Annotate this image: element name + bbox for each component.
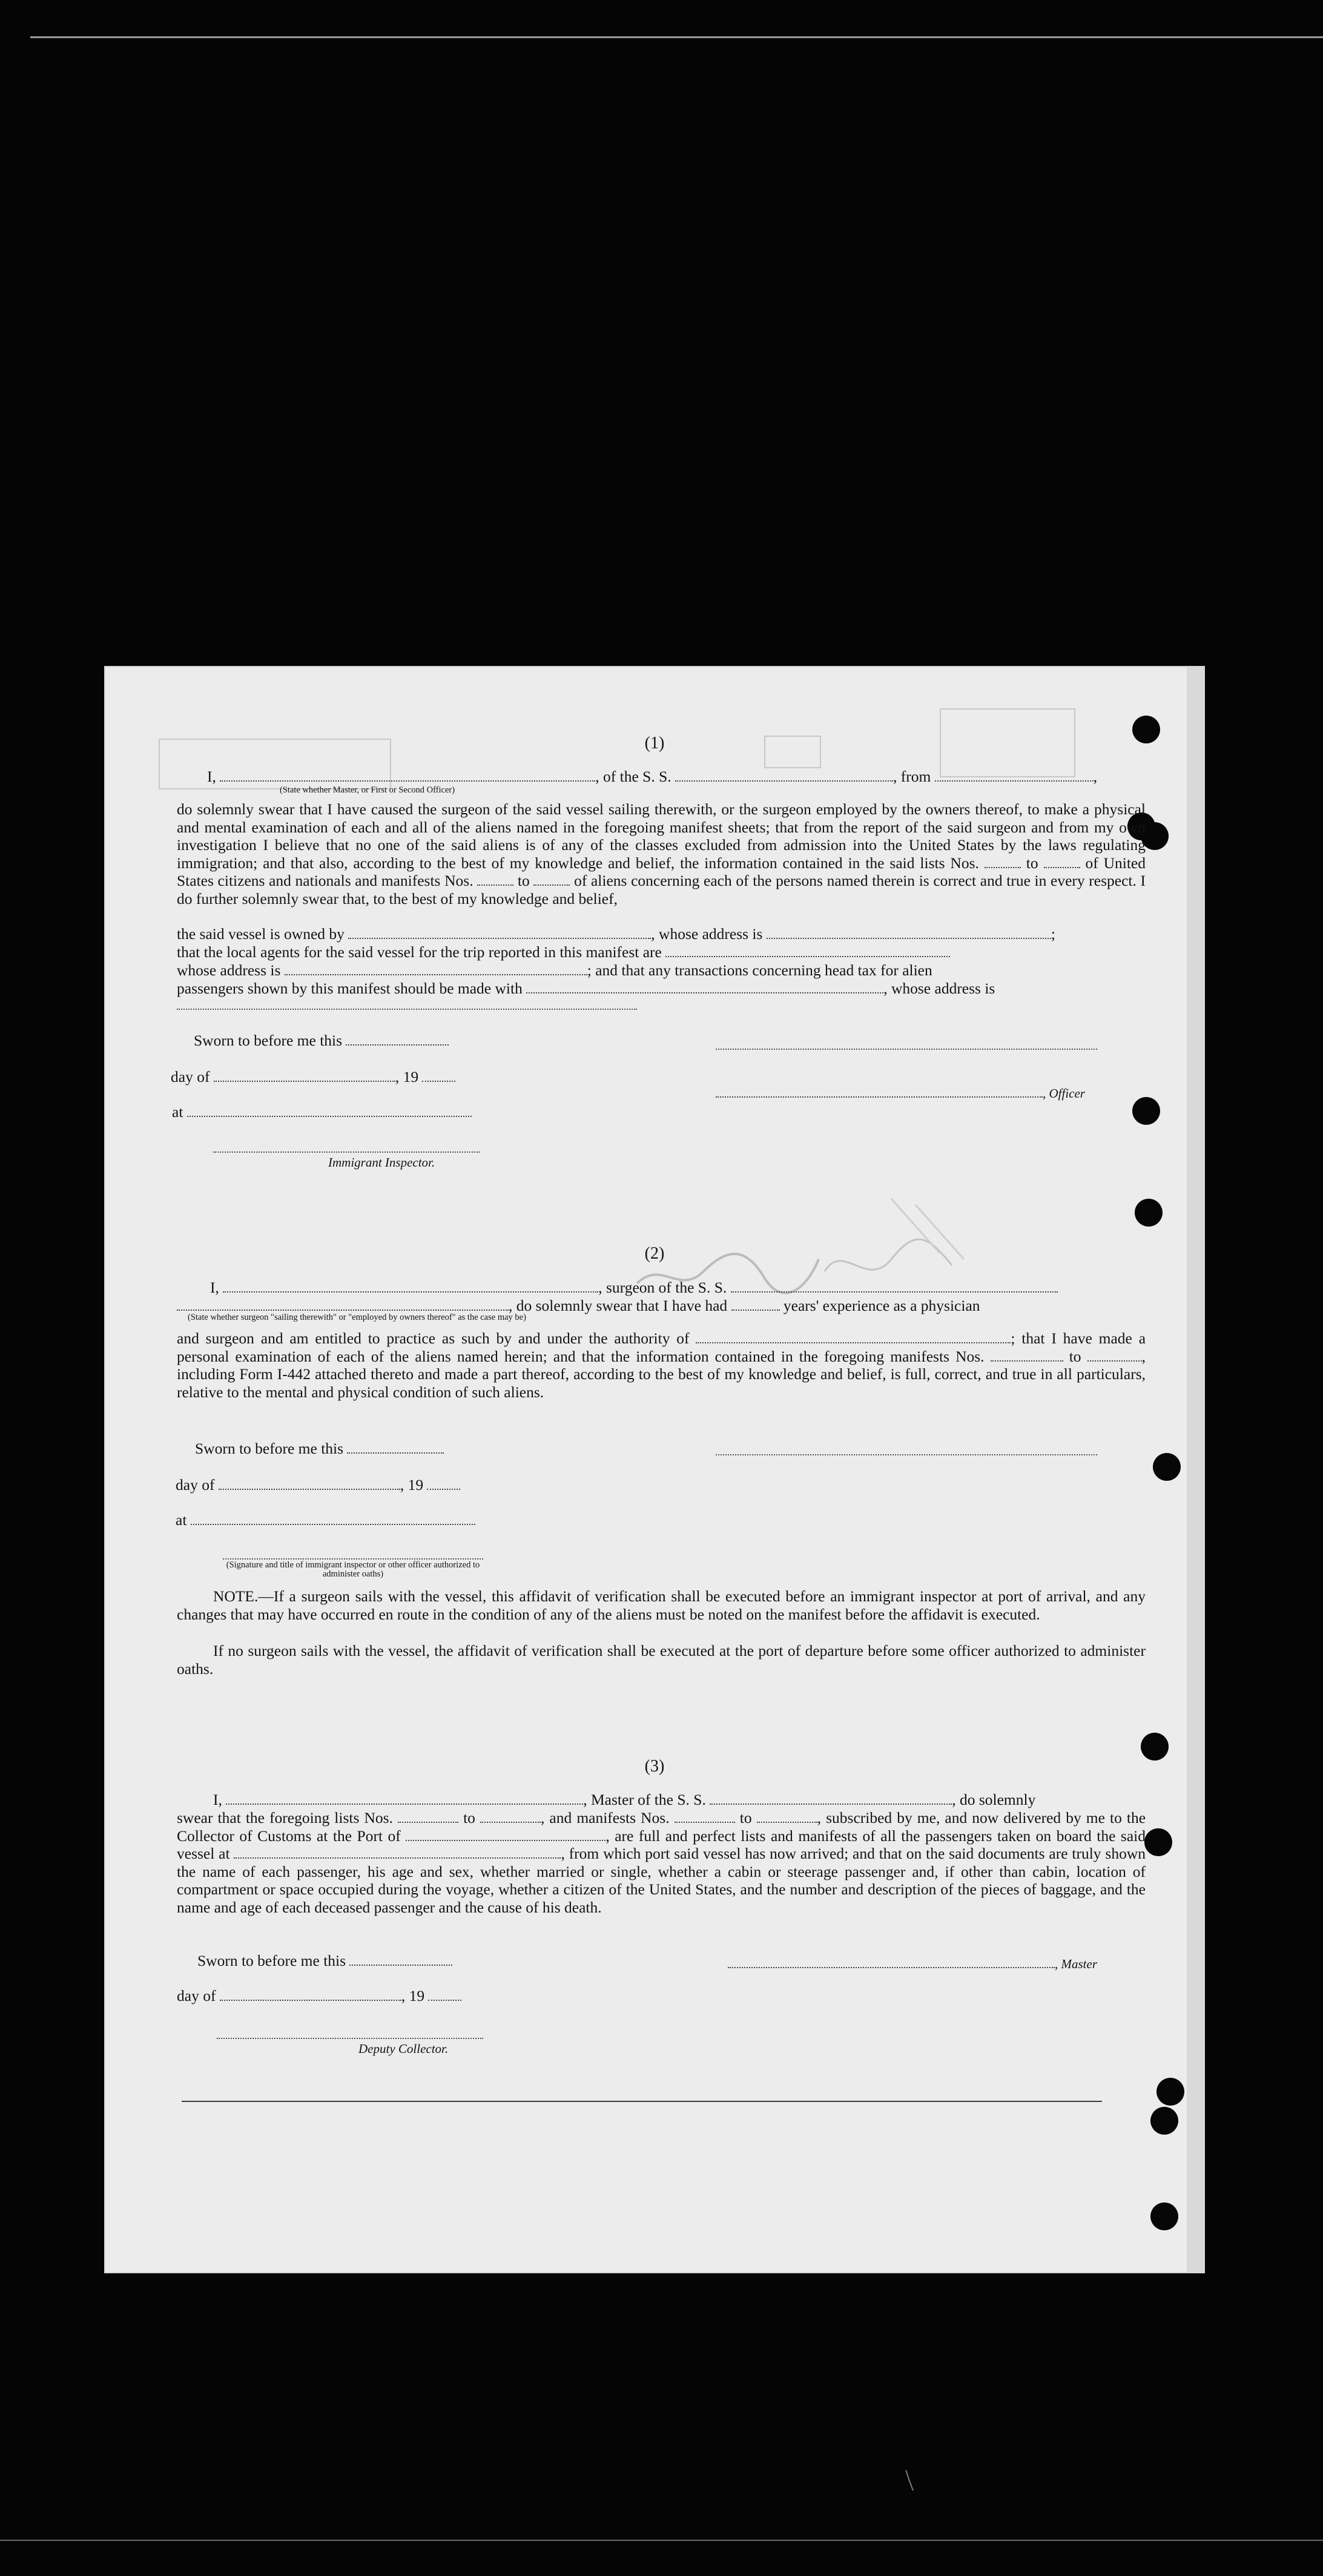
section-2-number: (2) [644,1244,665,1263]
section-3-number: (3) [644,1757,665,1776]
label-officer: , Officer [1043,1086,1085,1101]
signature-title-note: (Signature and title of immigrant inspector or other officer authorized to administer oaths) [226,1560,480,1579]
label-local-agents: that the local agents for the said vessel for the trip reported in this manifest are [177,943,662,961]
label-i: I, [213,1791,222,1808]
passengers-line [177,980,995,998]
section-1-oath-paragraph [177,800,1146,908]
blank-field [427,1477,460,1490]
label-19: , 19 [395,1068,419,1085]
label-comma: , [1093,768,1098,785]
film-edge-top-line [30,36,1323,38]
blank-field [348,926,651,939]
blank-field [220,1988,401,2001]
officer-signature [716,1084,1085,1102]
section-1-number: (1) [644,734,665,753]
blank-field [398,1810,458,1823]
label-years: years' experience as a physician [783,1297,980,1314]
binder-hole [1150,2107,1178,2135]
label-surgeon-of: , surgeon of the S. S. [598,1279,727,1296]
blank-field [177,1297,509,1311]
blank-field [406,1828,605,1841]
blank-field [219,1477,400,1490]
section-1-day-of [171,1068,455,1086]
label-from: , from [893,768,931,785]
blank-field [1087,1348,1142,1362]
blank-field [349,1952,452,1966]
label-whose-address: , whose address is [651,925,763,943]
label-i: I, [210,1279,219,1296]
binder-hole [1156,2078,1184,2106]
section-3-line-1 [213,1791,1035,1809]
label-to: to [739,1809,752,1827]
signature-line [716,1454,1097,1455]
blank-field [696,1330,1011,1343]
section-2-sworn [195,1440,444,1458]
label-semicolon: ; [1051,925,1055,943]
blank-field [710,1791,952,1805]
section-2-at [176,1511,475,1529]
label-whose-address: , whose address is [883,980,995,997]
blank-field [214,1069,395,1082]
blank-field [191,1512,475,1525]
label-to: to [517,872,530,889]
local-agents-line [177,943,950,961]
label-day-of: day of [176,1476,215,1494]
label-at: at [176,1511,187,1529]
binder-hole [1132,1097,1160,1125]
blank-field [935,768,1094,782]
master-signature [728,1954,1097,1972]
label-sworn: Sworn to before me this [197,1952,346,1969]
master-text: swear that the foregoing lists Nos. [177,1809,393,1827]
label-do-solemnly: , do solemnly [952,1791,1036,1808]
binder-hole [1150,2202,1178,2230]
label-head-tax: ; and that any transactions concerning head tax for alien [587,961,932,979]
note-paragraph-2 [177,1642,1146,1678]
note-text: If no surgeon sails with the vessel, the affidavit of verification shall be executed at the port of departure before some officer authorized to administer oaths. [177,1642,1146,1678]
label-whose-address: whose address is [177,961,281,979]
blank-field [234,1845,561,1859]
whose-address-line [177,961,932,980]
section-2-day-of [176,1476,460,1494]
deputy-collector-label: Deputy Collector. [358,2041,449,2056]
film-scratch-mark [903,2469,916,2493]
blank-field [526,980,883,993]
signature-line [716,1049,1097,1050]
label-19: , 19 [401,1987,425,2004]
blank-field [223,1279,598,1293]
label-sworn: Sworn to before me this [194,1032,343,1049]
note-paragraph [177,1587,1146,1623]
blank-field [731,1297,780,1311]
master-text: , are full and perfect lists and manifests of all the passengers taken on board the said vessel at [177,1827,1146,1862]
blank-field [226,1791,583,1805]
label-to: to [1026,854,1038,872]
oath-text: do solemnly swear that I have caused the surgeon of the said vessel sailing therewith, or the surgeon employed by the owners thereof, to make a physical and mental examination of each and all of the aliens named in the foregoing manifest sheets; that from the report of the said surgeon and from my own investigation I believe that no one of the said aliens is of any of the classes excluded from admission into the United States by the laws regulating immigration; and that also, according to the best of my knowledge and belief, the information contained in the said lists Nos. [177,800,1146,872]
blank-field [665,944,950,957]
label-of-ss: , of the S. S. [595,768,671,785]
blank-field [675,768,893,782]
surgeon-status-note: (State whether surgeon "sailing therewith" or "employed by owners thereof" as the case may be) [188,1313,526,1322]
blank-field [346,1032,449,1046]
label-owned-by: the said vessel is owned by [177,925,345,943]
blank-field [477,872,513,886]
blank-field [716,1084,1043,1098]
label-master: , Master [1055,1957,1097,1971]
oath-text: of aliens concerning each of the persons named therein is correct and true in every respect. I do further solemnly swear that, to the best of my knowledge and belief, [177,872,1146,908]
blank-field [757,1810,817,1823]
label-day-of: day of [177,1987,216,2004]
blank-field [480,1810,541,1823]
blank-field [533,872,570,886]
label-master-of: , Master of the S. S. [583,1791,706,1808]
note-label: NOTE. [213,1587,259,1605]
blank-field [428,1988,461,2001]
blank-field [187,1104,472,1117]
blank-field [675,1810,735,1823]
surgeon-text: that I have made a personal examination of each of the aliens named herein; and that the information contained in the foregoing manifests Nos. [177,1329,1146,1365]
section-3-day-of [177,1987,461,2005]
master-officer-note: (State whether Master, or First or Second Officer) [280,785,455,795]
note-text: —If a surgeon sails with the vessel, this affidavit of verification shall be executed before an immigrant inspector at port of arrival, and any changes that may have occurred en route in the condition of any of the aliens must be noted on the manifest before the affidavit is executed. [177,1587,1146,1623]
blank-field [220,768,595,782]
master-text: , and manifests Nos. [540,1809,670,1827]
binder-hole [1135,1199,1163,1227]
binder-hole [1153,1453,1181,1481]
section-1-line-1 [207,768,1097,786]
film-edge-bottom-line [0,2540,1323,2541]
blank-field [285,962,587,975]
page-right-edge [1187,666,1205,2273]
section-1-at [172,1103,472,1121]
label-at: at [172,1103,183,1121]
section-2-line-1 [210,1279,1058,1297]
blank-field [177,1009,637,1010]
surgeon-text: and surgeon and am entitled to practice as such by and under the authority of [177,1329,690,1347]
label-i: I, [207,768,216,785]
label-sworn: Sworn to before me this [195,1440,344,1457]
blank-field [1044,855,1080,868]
blank-field [991,1348,1063,1362]
label-passengers: passengers shown by this manifest should be made with [177,980,523,997]
bottom-rule [182,2101,1102,2102]
signature-line [213,1151,480,1153]
section-1-sworn [194,1032,449,1050]
oath-text: of United States citizens and nationals and manifests Nos. [177,854,1146,889]
label-19: , 19 [400,1476,424,1494]
blank-field [731,1279,1058,1293]
form-page [104,666,1205,2273]
blank-field [728,1955,1055,1968]
master-text: , from which port said vessel has now arrived; and that on the said documents are truly shown the name of each passenger, his age and sex, whether married or single, whether a cabin or steerage passenger and, if other than cabin, location of compartment or space occupied during the voyage, whether a citizen of the United States, and the number and description of the pieces of baggage, and the name and age of each deceased passenger and the cause of his death. [177,1845,1146,1916]
binder-hole [1144,1828,1172,1856]
label-swear: , do solemnly swear that I have had [509,1297,728,1314]
label-to: to [463,1809,475,1827]
owned-by-line [177,925,1055,943]
blank-field [347,1440,444,1454]
section-3-paragraph [177,1809,1146,1916]
signature-line [217,2038,483,2039]
blank-field [985,855,1021,868]
immigrant-inspector-label: Immigrant Inspector. [328,1155,435,1170]
label-day-of: day of [171,1068,210,1085]
blank-field [767,926,1051,939]
master-text: , subscribed by me, and now delivered by me to the Collector of Customs at the Port of [177,1809,1146,1845]
label-to: to [1069,1347,1081,1365]
section-2-paragraph: and surgeon and am entitled to practice as such by and under the authority of ; that I have made a personal examination of each of the aliens named herein; and that the information contained in the foregoing manifests Nos. to , including Form I-442 attached thereto and made a part thereof, according to the best of my knowledge and belief, is full, correct, and true in all particulars, relative to the mental and physical condition of such aliens. [177,1329,1146,1401]
signature-line [223,1558,483,1560]
section-3-sworn [197,1952,452,1970]
surgeon-text: , including Form I-442 attached thereto and made a part thereof, according to the best of my knowledge and belief, is full, correct, and true in all particulars, relative to the mental and physical condition of such aliens. [177,1347,1146,1401]
blank-field [422,1069,455,1082]
